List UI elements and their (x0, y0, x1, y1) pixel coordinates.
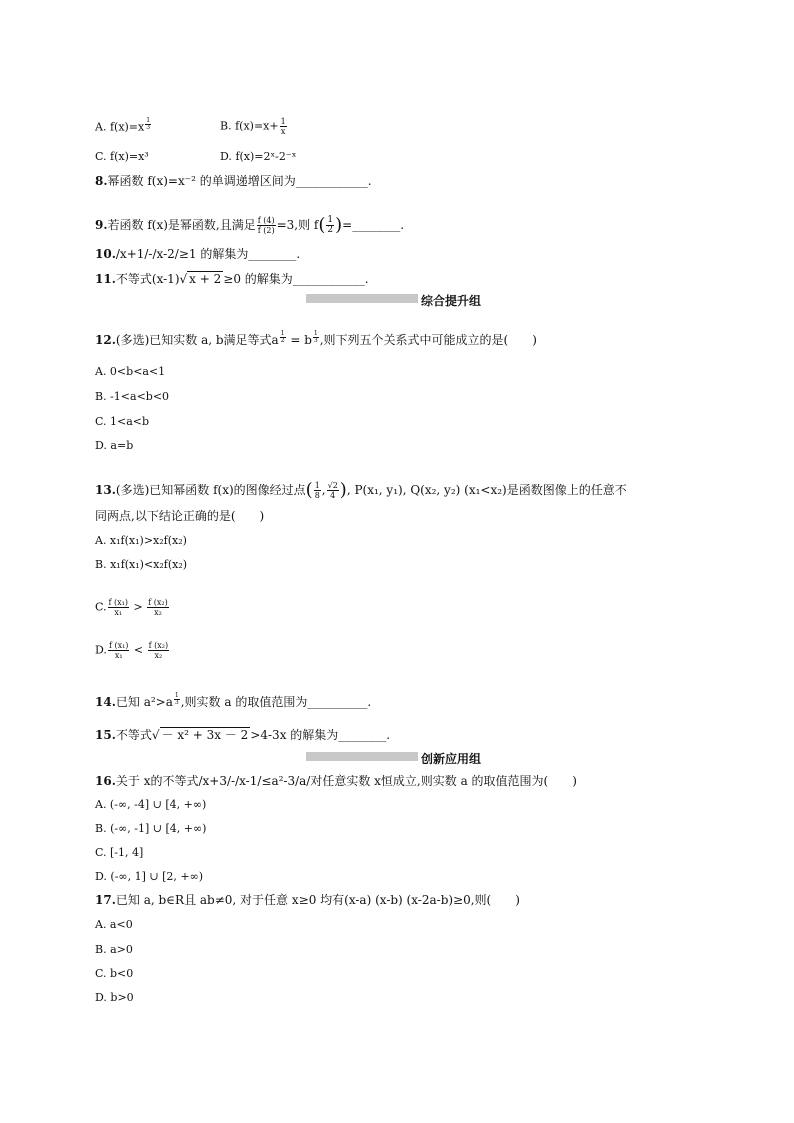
q17-option-c: C. b<0 (95, 967, 134, 980)
section-title-innovative: 创新应用组 (421, 752, 482, 766)
question-8: 8.幂函数 f(x)=x⁻² 的单调递增区间为____________. (95, 174, 372, 188)
q13-option-a: A. x₁f(x₁)>x₂f(x₂) (95, 534, 187, 547)
section-title-comprehensive: 综合提升组 (421, 294, 482, 308)
section-divider-bar (306, 294, 418, 303)
question-10: 10./x+1/-/x-2/≥1 的解集为________. (95, 247, 301, 261)
q13-option-d: D. $\frac{\text{f (x₁)}}{\text{x₁}}$ < $\frac{\text{f (x₂)}}{\text{x₂}}$ (95, 641, 169, 660)
q12-option-d: D. a=b (95, 439, 134, 452)
q12-option-c: C. 1<a<b (95, 415, 150, 428)
q7-option-c: C. f(x)=x³ (95, 150, 149, 163)
q13-option-c: C. $\frac{\text{f (x₁)}}{\text{x₁}}$ > $\frac{\text{f (x₂)}}{\text{x₂}}$ (95, 598, 168, 617)
section-divider-bar (306, 752, 418, 761)
question-12: 12.(多选)已知实数 a, b满足等式a $^{\frac{1}{2}}$ = b $^{\frac{1}{3}}$ ,则下列五个关系式中可能成立的是( ) (95, 329, 537, 347)
q12-option-a: A. 0<b<a<1 (95, 365, 166, 378)
question-11: 11.不等式(x-1)√ x + 2 ≥0 的解集为____________. (95, 272, 369, 286)
q17-option-a: A. a<0 (95, 918, 133, 931)
q16-option-c: C. [-1, 4] (95, 846, 144, 859)
q16-option-b: B. (-∞, -1] ∪ [4, +∞) (95, 822, 207, 835)
question-16: 16.关于 x的不等式/x+3/-/x-1/≤a²-3/a/对任意实数 x恒成立,则实数 a 的取值范围为( ) (95, 774, 577, 788)
question-17: 17.已知 a, b∈R且 ab≠0, 对于任意 x≥0 均有(x-a) (x-b) (x-2a-b)≥0,则( ) (95, 893, 520, 907)
question-9: 9.若函数 f(x)是幂函数,且满足 $\frac{f (4)}{f (2)}$ =3,则 f( $\frac{1}{2}$ )=________. (95, 214, 405, 236)
q17-option-d: D. b>0 (95, 991, 134, 1004)
q12-option-b: B. -1<a<b<0 (95, 390, 170, 403)
question-13-continued: 同两点,以下结论正确的是( ) (95, 509, 265, 523)
question-13: 13.(多选)已知幂函数 f(x)的图像经过点( $\frac{1}{8}$ , $\frac{√2}{4}$ ), P(x₁, y₁), Q(x₂, y₂) (x₁<x₂)是函数图像上的任意不 (95, 479, 627, 501)
q7-option-b: B. f(x)=x+ $\frac{1}{x}$ (220, 117, 286, 136)
q16-option-d: D. (-∞, 1] ∪ [2, +∞) (95, 870, 204, 883)
question-15: 15.不等式√ － x² + 3x － 2 >4-3x 的解集为________. (95, 728, 391, 742)
q17-option-b: B. a>0 (95, 943, 133, 956)
q13-option-b: B. x₁f(x₁)<x₂f(x₂) (95, 558, 188, 571)
q7-option-a: A. f(x)=x $^{\frac{1}{3}}$ (95, 116, 151, 134)
q7-option-d: D. f(x)=2ˣ-2⁻ˣ (220, 150, 297, 163)
q16-option-a: A. (-∞, -4] ∪ [4, +∞) (95, 798, 207, 811)
question-14: 14.已知 a²>a $^{\frac{1}{3}}$ ,则实数 a 的取值范围为__________. (95, 691, 372, 709)
